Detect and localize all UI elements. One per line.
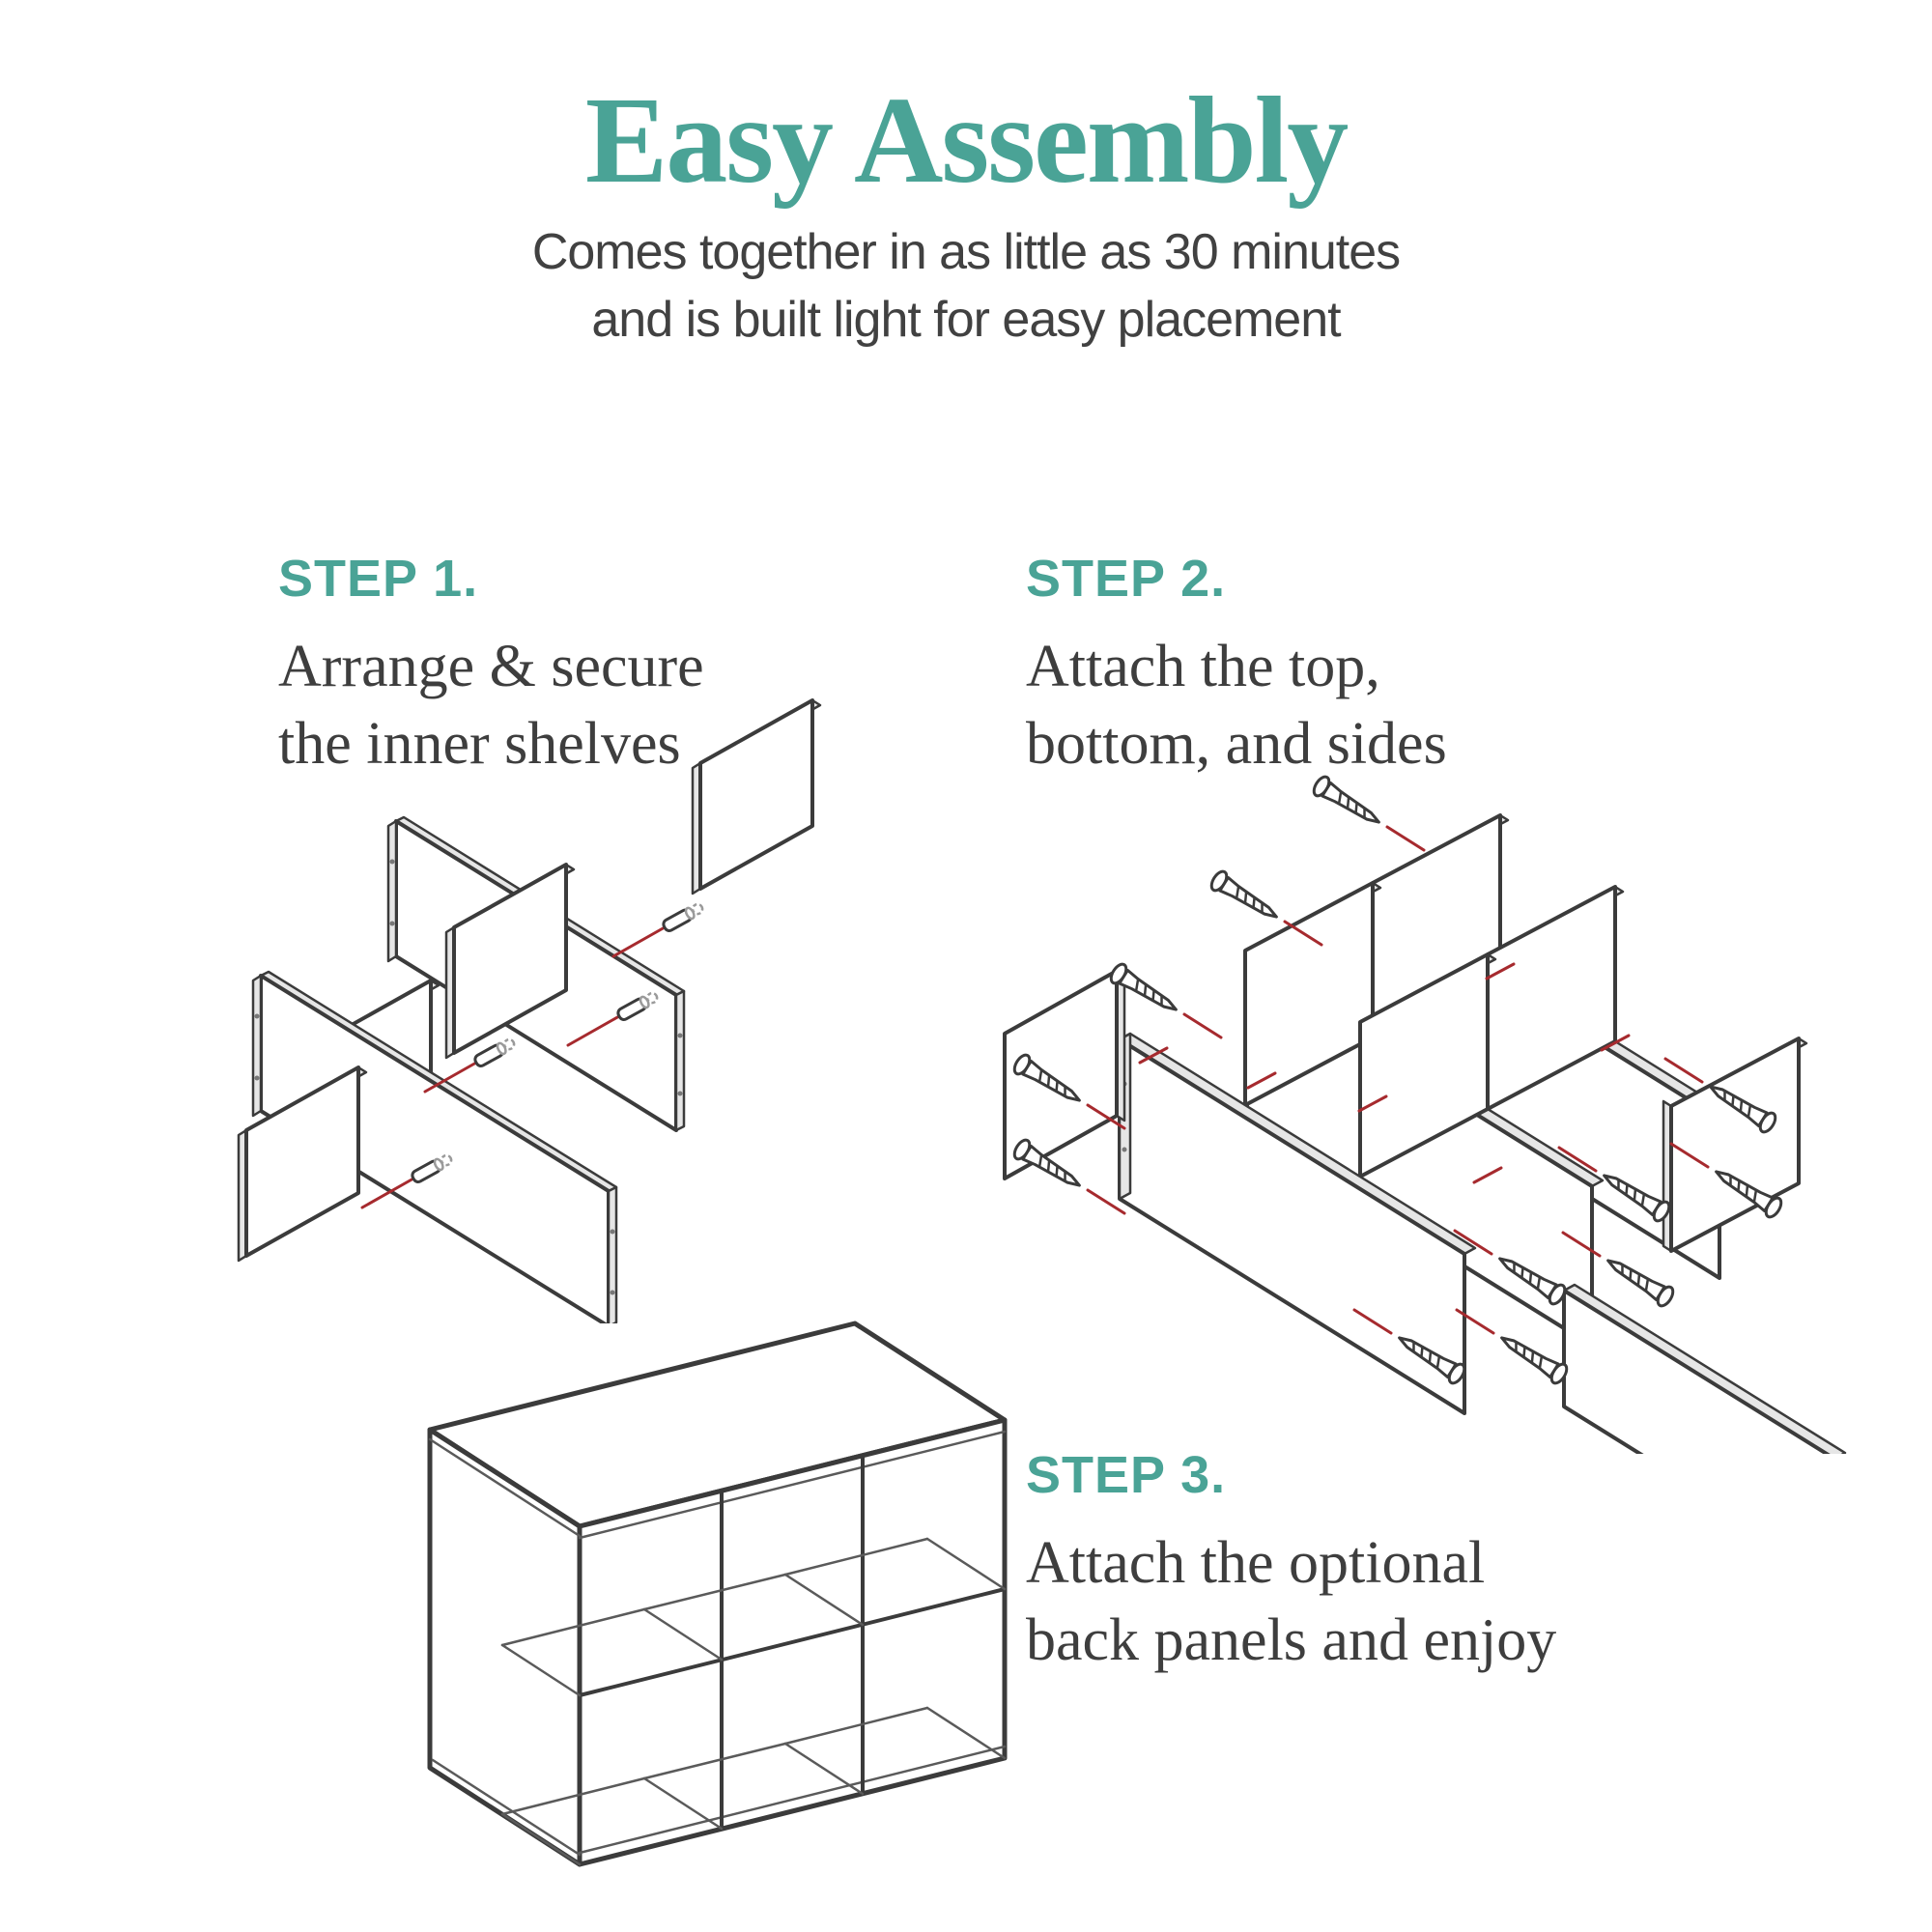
page-subtitle	[0, 218, 1932, 354]
divider-panel	[693, 700, 820, 894]
step-3-caption-line-2: back panels and enjoy	[1026, 1607, 1557, 1673]
step-1-caption-line-1: Arrange & secure	[278, 634, 704, 699]
step-3-text-block	[1026, 1445, 1556, 1679]
step-3-caption	[1026, 1524, 1556, 1679]
page-title: Easy Assembly	[584, 71, 1348, 209]
assembled-cube-organizer	[430, 1323, 1005, 1864]
step-3-caption-line-1: Attach the optional	[1026, 1530, 1486, 1596]
step-1-label: STEP 1.	[278, 550, 479, 608]
step-2-caption-line-2: bottom, and sides	[1026, 711, 1447, 777]
subtitle-line-2: and is built light for easy placement	[591, 292, 1341, 348]
step-3-illustration-assembled-organizer	[348, 947, 1082, 1893]
step-1-caption-line-2: the inner shelves	[278, 711, 681, 777]
step-2-label: STEP 2.	[1026, 550, 1227, 608]
step-2-caption-line-1: Attach the top,	[1026, 634, 1380, 699]
front-panel	[1564, 1285, 1845, 1454]
subtitle-line-1: Comes together in as little as 30 minutes	[531, 224, 1401, 280]
step-3-label: STEP 3.	[1026, 1446, 1227, 1504]
step-2-illustration-exploded-frame	[995, 744, 1884, 1454]
